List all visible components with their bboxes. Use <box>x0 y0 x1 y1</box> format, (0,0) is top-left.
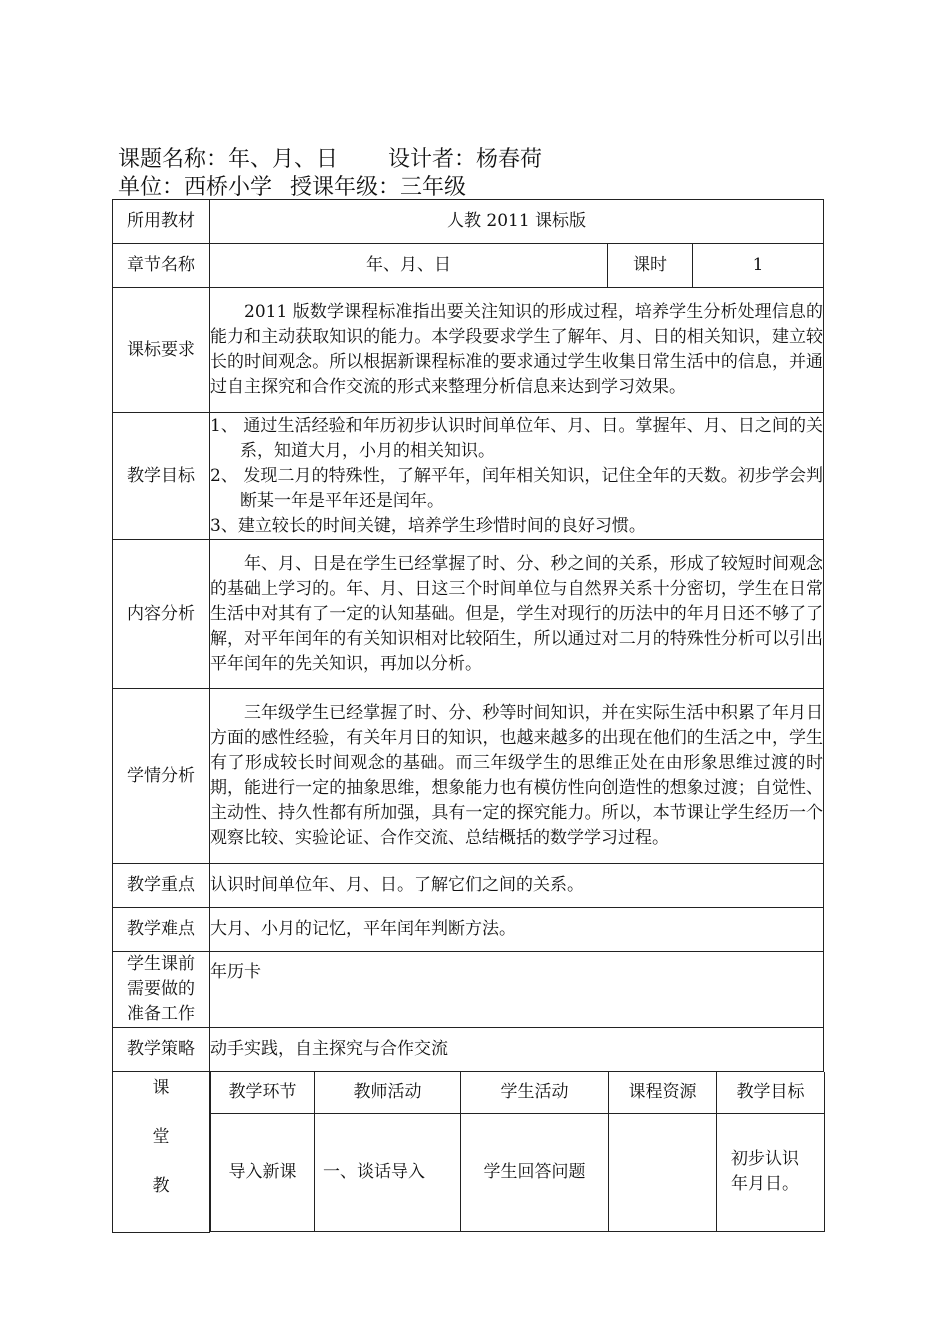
label-difficulty: 教学难点 <box>113 908 210 952</box>
process-label-char: 教 <box>152 1176 170 1196</box>
cell-student: 学生回答问题 <box>461 1113 609 1231</box>
value-learner <box>210 689 824 864</box>
designer: 设计者：杨春荷 <box>388 147 543 172</box>
row-chapter <box>113 244 824 288</box>
grade-level: 授课年级：三年级 <box>290 175 467 200</box>
lesson-plan-table <box>112 199 824 1233</box>
value-difficulty: 大月、小月的记忆，平年闰年判断方法。 <box>210 908 824 952</box>
value-prep: 年历卡 <box>210 952 824 1028</box>
row-key <box>113 864 824 908</box>
school-unit: 单位：西桥小学 <box>118 175 273 200</box>
label-key: 教学重点 <box>113 864 210 908</box>
row-goals <box>113 413 824 540</box>
row-difficulty <box>113 908 824 952</box>
row-prep <box>113 952 824 1028</box>
cell-stage: 导入新课 <box>211 1113 315 1231</box>
value-key: 认识时间单位年、月、日。了解它们之间的关系。 <box>210 864 824 908</box>
column-header: 课程资源 <box>609 1072 717 1113</box>
cell-teacher: 一、谈话导入 <box>315 1113 461 1231</box>
row-learner <box>113 689 824 864</box>
column-header: 学生活动 <box>461 1072 609 1113</box>
label-goals: 教学目标 <box>113 413 210 540</box>
lesson-title: 课题名称：年、月、日 <box>118 147 339 172</box>
column-header: 教学目标 <box>717 1072 825 1113</box>
lesson-header <box>118 146 542 202</box>
header-line-2 <box>118 174 542 202</box>
content-text: 年、月、日是在学生已经掌握了时、分、秒之间的关系，形成了较短时间观念的基础上学习的。年、月、日这三个时间单位与自然界关系十分密切，学生在日常生活中对其有了一定的认知基础。但是，学生对现行的历法中的年月日还不够了了解，对平年闰年的有关知识相对比较陌生，所以通过对二月的特殊性分析可以引出平年闰年的先关知识，再加以分析。 <box>210 553 824 674</box>
label-process <box>113 1072 210 1233</box>
column-header: 教学环节 <box>211 1072 315 1113</box>
process-row <box>211 1113 825 1231</box>
header-line-1 <box>118 146 542 174</box>
row-process <box>113 1072 824 1233</box>
process-header-row <box>211 1072 825 1113</box>
process-grid <box>210 1072 825 1232</box>
value-chapter: 年、月、日 <box>210 244 608 288</box>
learner-text: 三年级学生已经掌握了时、分、秒等时间知识，并在实际生活中积累了年月日方面的感性经验，有关年月日的知识，也越来越多的出现在他们的生活之中，学生有了形成较长时间观念的基础。而三年级学生的思维正处在由形象思维过渡的时期，能进行一定的抽象思维，想象能力也有模仿性向创造性的想象过渡；自觉性、主动性、持久性都有所加强，具有一定的探究能力。所以，本节课让学生经历一个观察比较、实验论证、合作交流、总结概括的数学学习过程。 <box>210 703 824 848</box>
value-textbook: 人教 2011 课标版 <box>210 200 824 244</box>
label-period: 课时 <box>608 244 693 288</box>
goal-item: 1、 通过生活经验和年历初步认识时间单位年、月、日。掌握年、月、日之间的关系，知道大月，小月的相关知识。 <box>210 415 824 461</box>
label-learner: 学情分析 <box>113 689 210 864</box>
goal-item: 3、建立较长的时间关键，培养学生珍惜时间的良好习惯。 <box>210 515 646 536</box>
label-content: 内容分析 <box>113 540 210 689</box>
label-textbook: 所用教材 <box>113 200 210 244</box>
value-goals <box>210 413 824 540</box>
label-strategy: 教学策略 <box>113 1028 210 1072</box>
process-label-char: 堂 <box>152 1127 170 1147</box>
row-strategy <box>113 1028 824 1072</box>
label-prep: 学生课前需要做的准备工作 <box>113 952 210 1028</box>
value-period: 1 <box>693 244 824 288</box>
process-label-char: 课 <box>152 1078 170 1098</box>
row-textbook <box>113 200 824 244</box>
row-standard <box>113 288 824 413</box>
cell-goal: 初步认识年月日。 <box>717 1113 825 1231</box>
value-content <box>210 540 824 689</box>
label-standard: 课标要求 <box>113 288 210 413</box>
label-chapter: 章节名称 <box>113 244 210 288</box>
row-content <box>113 540 824 689</box>
standard-text: 2011 版数学课程标准指出要关注知识的形成过程，培养学生分析处理信息的能力和主动获取知识的能力。本学段要求学生了解年、月、日的相关知识，建立较长的时间观念。所以根据新课程标准的要求通过学生收集日常生活中的信息，并通过自主探究和合作交流的形式来整理分析信息来达到学习效果。 <box>210 302 824 397</box>
cell-resource <box>609 1113 717 1231</box>
goal-item: 2、 发现二月的特殊性，了解平年，闰年相关知识，记住全年的天数。初步学会判断某一年是平年还是闰年。 <box>210 465 824 511</box>
process-grid-cell <box>210 1072 824 1233</box>
column-header: 教师活动 <box>315 1072 461 1113</box>
value-strategy: 动手实践，自主探究与合作交流 <box>210 1028 824 1072</box>
value-standard <box>210 288 824 413</box>
